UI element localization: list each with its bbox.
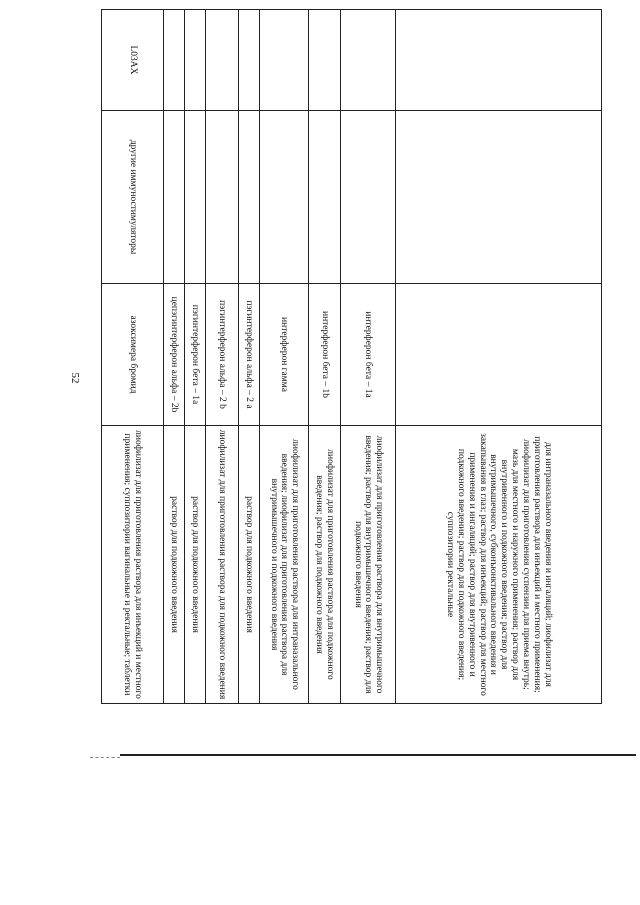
atc-code-cell: L03AX <box>102 10 164 111</box>
page-number: 52 <box>69 372 81 384</box>
substance-cell: пэгинтерферон бета – 1a <box>185 284 206 426</box>
atc-code-cell <box>341 10 396 111</box>
group-cell <box>309 111 341 284</box>
group-cell <box>206 111 239 284</box>
atc-code-cell <box>164 10 185 111</box>
group-cell <box>341 111 396 284</box>
table-row <box>341 10 396 704</box>
table-row <box>260 10 309 704</box>
group-cell <box>239 111 260 284</box>
atc-code-cell <box>309 10 341 111</box>
substance-cell: пэгинтерферон альфа – 2 a <box>239 284 260 426</box>
table-row <box>239 10 260 704</box>
substance-cell: интерферон бета – 1b <box>309 284 341 426</box>
table-row <box>309 10 341 704</box>
dosage-form-cell: лиофилизат для приготовления раствора для инъекций и местного применения; суппозитории вагинальные и ректальные; таблетки <box>102 426 164 704</box>
table-row <box>185 10 206 704</box>
dosage-form-cell: лиофилизат для приготовления раствора для интраназального введения; лиофилизат для приготовления раствора для внутримышечного и подкожного введения <box>260 426 309 704</box>
group-cell <box>396 111 602 284</box>
substance-cell <box>396 284 602 426</box>
footer-divider-faint <box>90 757 120 758</box>
substance-cell: цепэгинтерферон альфа – 2b <box>164 284 185 426</box>
drug-table <box>101 9 602 704</box>
group-cell <box>164 111 185 284</box>
dosage-form-cell: раствор для подкожного введения <box>239 426 260 704</box>
table-row <box>206 10 239 704</box>
table-row <box>396 10 602 704</box>
substance-cell: пэгинтерферон альфа – 2 b <box>206 284 239 426</box>
rotated-table-wrapper <box>102 9 602 703</box>
table-row <box>164 10 185 704</box>
group-cell: другие иммуностимуляторы <box>102 111 164 284</box>
substance-cell: азоксимера бромид <box>102 284 164 426</box>
group-cell <box>185 111 206 284</box>
atc-code-cell <box>260 10 309 111</box>
atc-code-cell <box>239 10 260 111</box>
atc-code-cell <box>206 10 239 111</box>
dosage-form-cell: для интраназального введения и ингаляций; лиофилизат для приготовления раствора для инъекций и местного применения; лиофилизат для приготовления суспензии для приема внутрь; мазь для местного и наружного применения; раствор для внутривенного и подкожного введения; раствор для внутримышечного, субконъюнктивального введения и закапывания в глаз; раствор для инъекций; раствор для местного применения и ингаляций; раствор для внутривенного и подкожного введения; раствор для подкожного введения; суппозитории ректальные <box>396 426 602 704</box>
table-row <box>102 10 164 704</box>
atc-code-cell <box>185 10 206 111</box>
group-cell <box>260 111 309 284</box>
dosage-form-cell: лиофилизат для приготовления раствора для подкожного введения; раствор для подкожного введения <box>309 426 341 704</box>
dosage-form-cell: лиофилизат для приготовления раствора для подкожного введения <box>206 426 239 704</box>
atc-code-cell <box>396 10 602 111</box>
dosage-form-cell: раствор для подкожного введения <box>185 426 206 704</box>
substance-cell: интерферон бета – 1a <box>341 284 396 426</box>
dosage-form-cell: лиофилизат для приготовления раствора для внутримышечного введения; раствор для внутримышечного введения; раствор для подкожного введения <box>341 426 396 704</box>
substance-cell: интерферон гамма <box>260 284 309 426</box>
footer-divider <box>120 754 636 756</box>
dosage-form-cell: раствор для подкожного введения <box>164 426 185 704</box>
